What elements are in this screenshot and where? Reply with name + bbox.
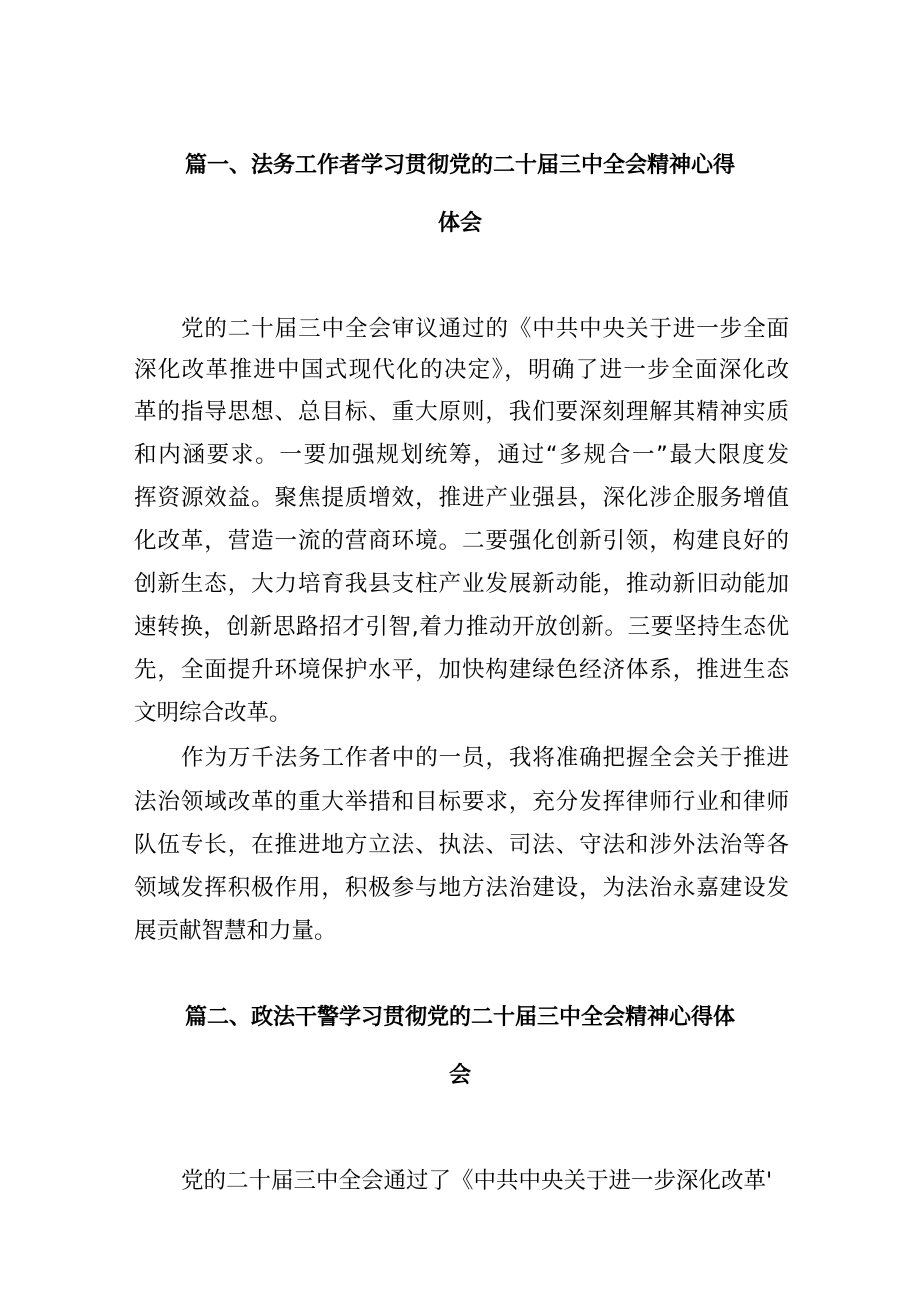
section2-title-line-1: 篇二、政法干警学习贯彻党的二十届三中全会精神心得体 bbox=[184, 1005, 735, 1030]
section1-paragraph1-line: 党的二十届三中全会审议通过的《中共中央关于进一步全面 bbox=[181, 316, 789, 342]
section2-title-line-2: 会 bbox=[448, 1063, 471, 1088]
section1-paragraph2-line: 作为万千法务工作者中的一员，我将准确把握全会关于推进 bbox=[181, 745, 789, 771]
section1-paragraph1-line: 文明综合改革。 bbox=[134, 700, 292, 726]
section1-paragraph2-line: 展贡献智慧和力量。 bbox=[134, 918, 337, 944]
section1-paragraph1-line: 革的指导思想、总目标、重大原则，我们要深刻理解其精神实质 bbox=[134, 399, 789, 425]
section1-paragraph1-line: 深化改革推进中国式现代化的决定》，明确了进一步全面深化改 bbox=[134, 357, 789, 383]
section1-paragraph1-line: 创新生态，大力培育我县支柱产业发展新动能，推动新旧动能加 bbox=[134, 571, 789, 597]
section1-title-line-1: 篇一、法务工作者学习贯彻党的二十届三中全会精神心得 bbox=[184, 153, 735, 178]
section1-title-line-2: 体会 bbox=[437, 211, 482, 236]
section1-paragraph1-line: 挥资源效益。聚焦提质增效，推进产业强县，深化涉企服务增值 bbox=[134, 485, 789, 511]
section1-paragraph1-line: 和内涵要求。一要加强规划统筹，通过“多规合一”最大限度发 bbox=[134, 442, 789, 468]
section1-paragraph2-line: 法治领域改革的重大举措和目标要求，充分发挥律师行业和律师 bbox=[134, 789, 789, 815]
section1-paragraph2-line: 队伍专长，在推进地方立法、执法、司法、守法和涉外法治等各 bbox=[134, 832, 789, 858]
section2-paragraph1-line: 党的二十届三中全会通过了《中共中央关于进一步深化改革' bbox=[181, 1168, 773, 1194]
section1-paragraph2-line: 领域发挥积极作用，积极参与地方法治建设，为法治永嘉建设发 bbox=[134, 875, 789, 901]
section1-paragraph1-line: 化改革，营造一流的营商环境。二要强化创新引领，构建良好的 bbox=[134, 528, 789, 554]
section1-paragraph1-line: 先，全面提升环境保护水平，加快构建绿色经济体系，推进生态 bbox=[134, 657, 789, 683]
section1-paragraph1-line: 速转换，创新思路招才引智,着力推动开放创新。三要坚持生态优 bbox=[134, 614, 789, 640]
